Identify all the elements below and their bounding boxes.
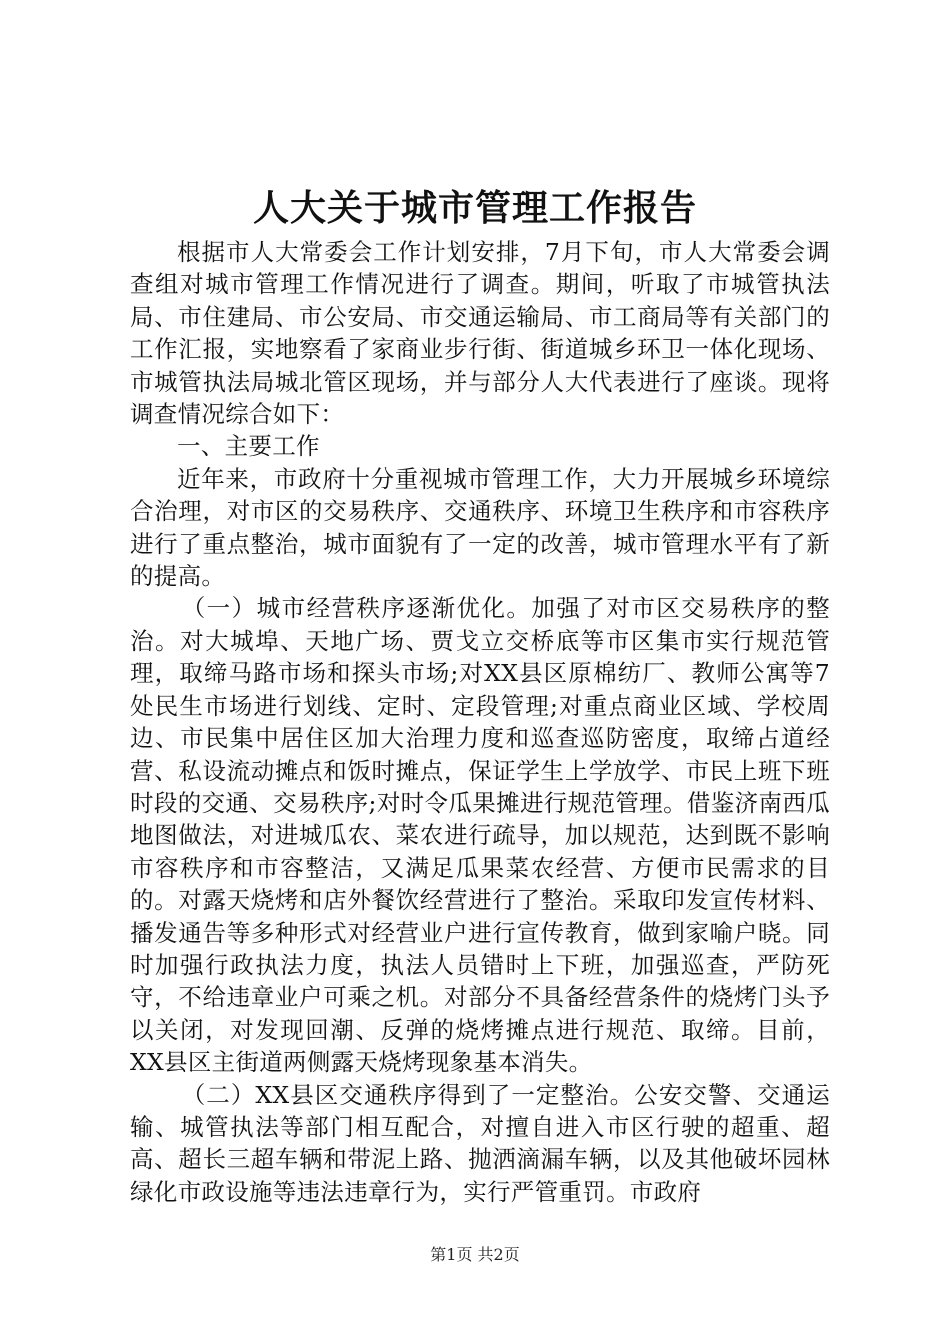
subsection-business-order: （一）城市经营秩序逐渐优化。加强了对市区交易秩序的整治。对大城埠、天地广场、贾戈立交桥底等市区集市实行规范管理，取缔马路市场和探头市场;对XX县区原棉纺厂、教师公寓等7处民生市场进行划线、定时、定段管理;对重点商业区域、学校周边、市民集中居住区加大治理力度和巡查巡防密度，取缔占道经营、私设流动摊点和饭时摊点，保证学生上学放学、市民上班下班时段的交通、交易秩序;对时令瓜果摊进行规范管理。借鉴济南西瓜地图做法，对进城瓜农、菜农进行疏导，加以规范，达到既不影响市容秩序和市容整洁，又满足瓜果菜农经营、方便市民需求的目的。对露天烧烤和店外餐饮经营进行了整治。采取印发宣传材料、播发通告等多种形式对经营业户进行宣传教育，做到家喻户晓。同时加强行政执法力度，执法人员错时上下班，加强巡查，严防死守，不给违章业户可乘之机。对部分不具备经营条件的烧烤门头予以关闭，对发现回潮、反弹的烧烤摊点进行规范、取缔。目前，XX县区主街道两侧露天烧烤现象基本消失。 — [130, 594, 830, 1077]
page-footer: 第1页 共2页 — [430, 1245, 520, 1264]
overview-paragraph: 近年来，市政府十分重视城市管理工作，大力开展城乡环境综合治理，对市区的交易秩序、交通秩序、环境卫生秩序和市容秩序进行了重点整治，城市面貌有了一定的改善，城市管理水平有了新的提高。 — [130, 464, 830, 591]
document-title: 人大关于城市管理工作报告 — [252, 187, 697, 229]
document-body — [130, 236, 830, 1208]
section-heading-main-work: 一、主要工作 — [177, 432, 320, 461]
intro-paragraph: 根据市人大常委会工作计划安排，7月下旬，市人大常委会调查组对城市管理工作情况进行了调查。期间，听取了市城管执法局、市住建局、市公安局、市交通运输局、市工商局等有关部门的工作汇报，实地察看了家商业步行街、街道城乡环卫一体化现场、市城管执法局城北管区现场，并与部分人大代表进行了座谈。现将调查情况综合如下： — [130, 238, 830, 429]
subsection-traffic-order: （二）XX县区交通秩序得到了一定整治。公安交警、交通运输、城管执法等部门相互配合，对擅自进入市区行驶的超重、超高、超长三超车辆和带泥上路、抛洒滴漏车辆，以及其他破坏园林绿化市政设施等违法违章行为，实行严管重罚。市政府 — [130, 1080, 830, 1206]
